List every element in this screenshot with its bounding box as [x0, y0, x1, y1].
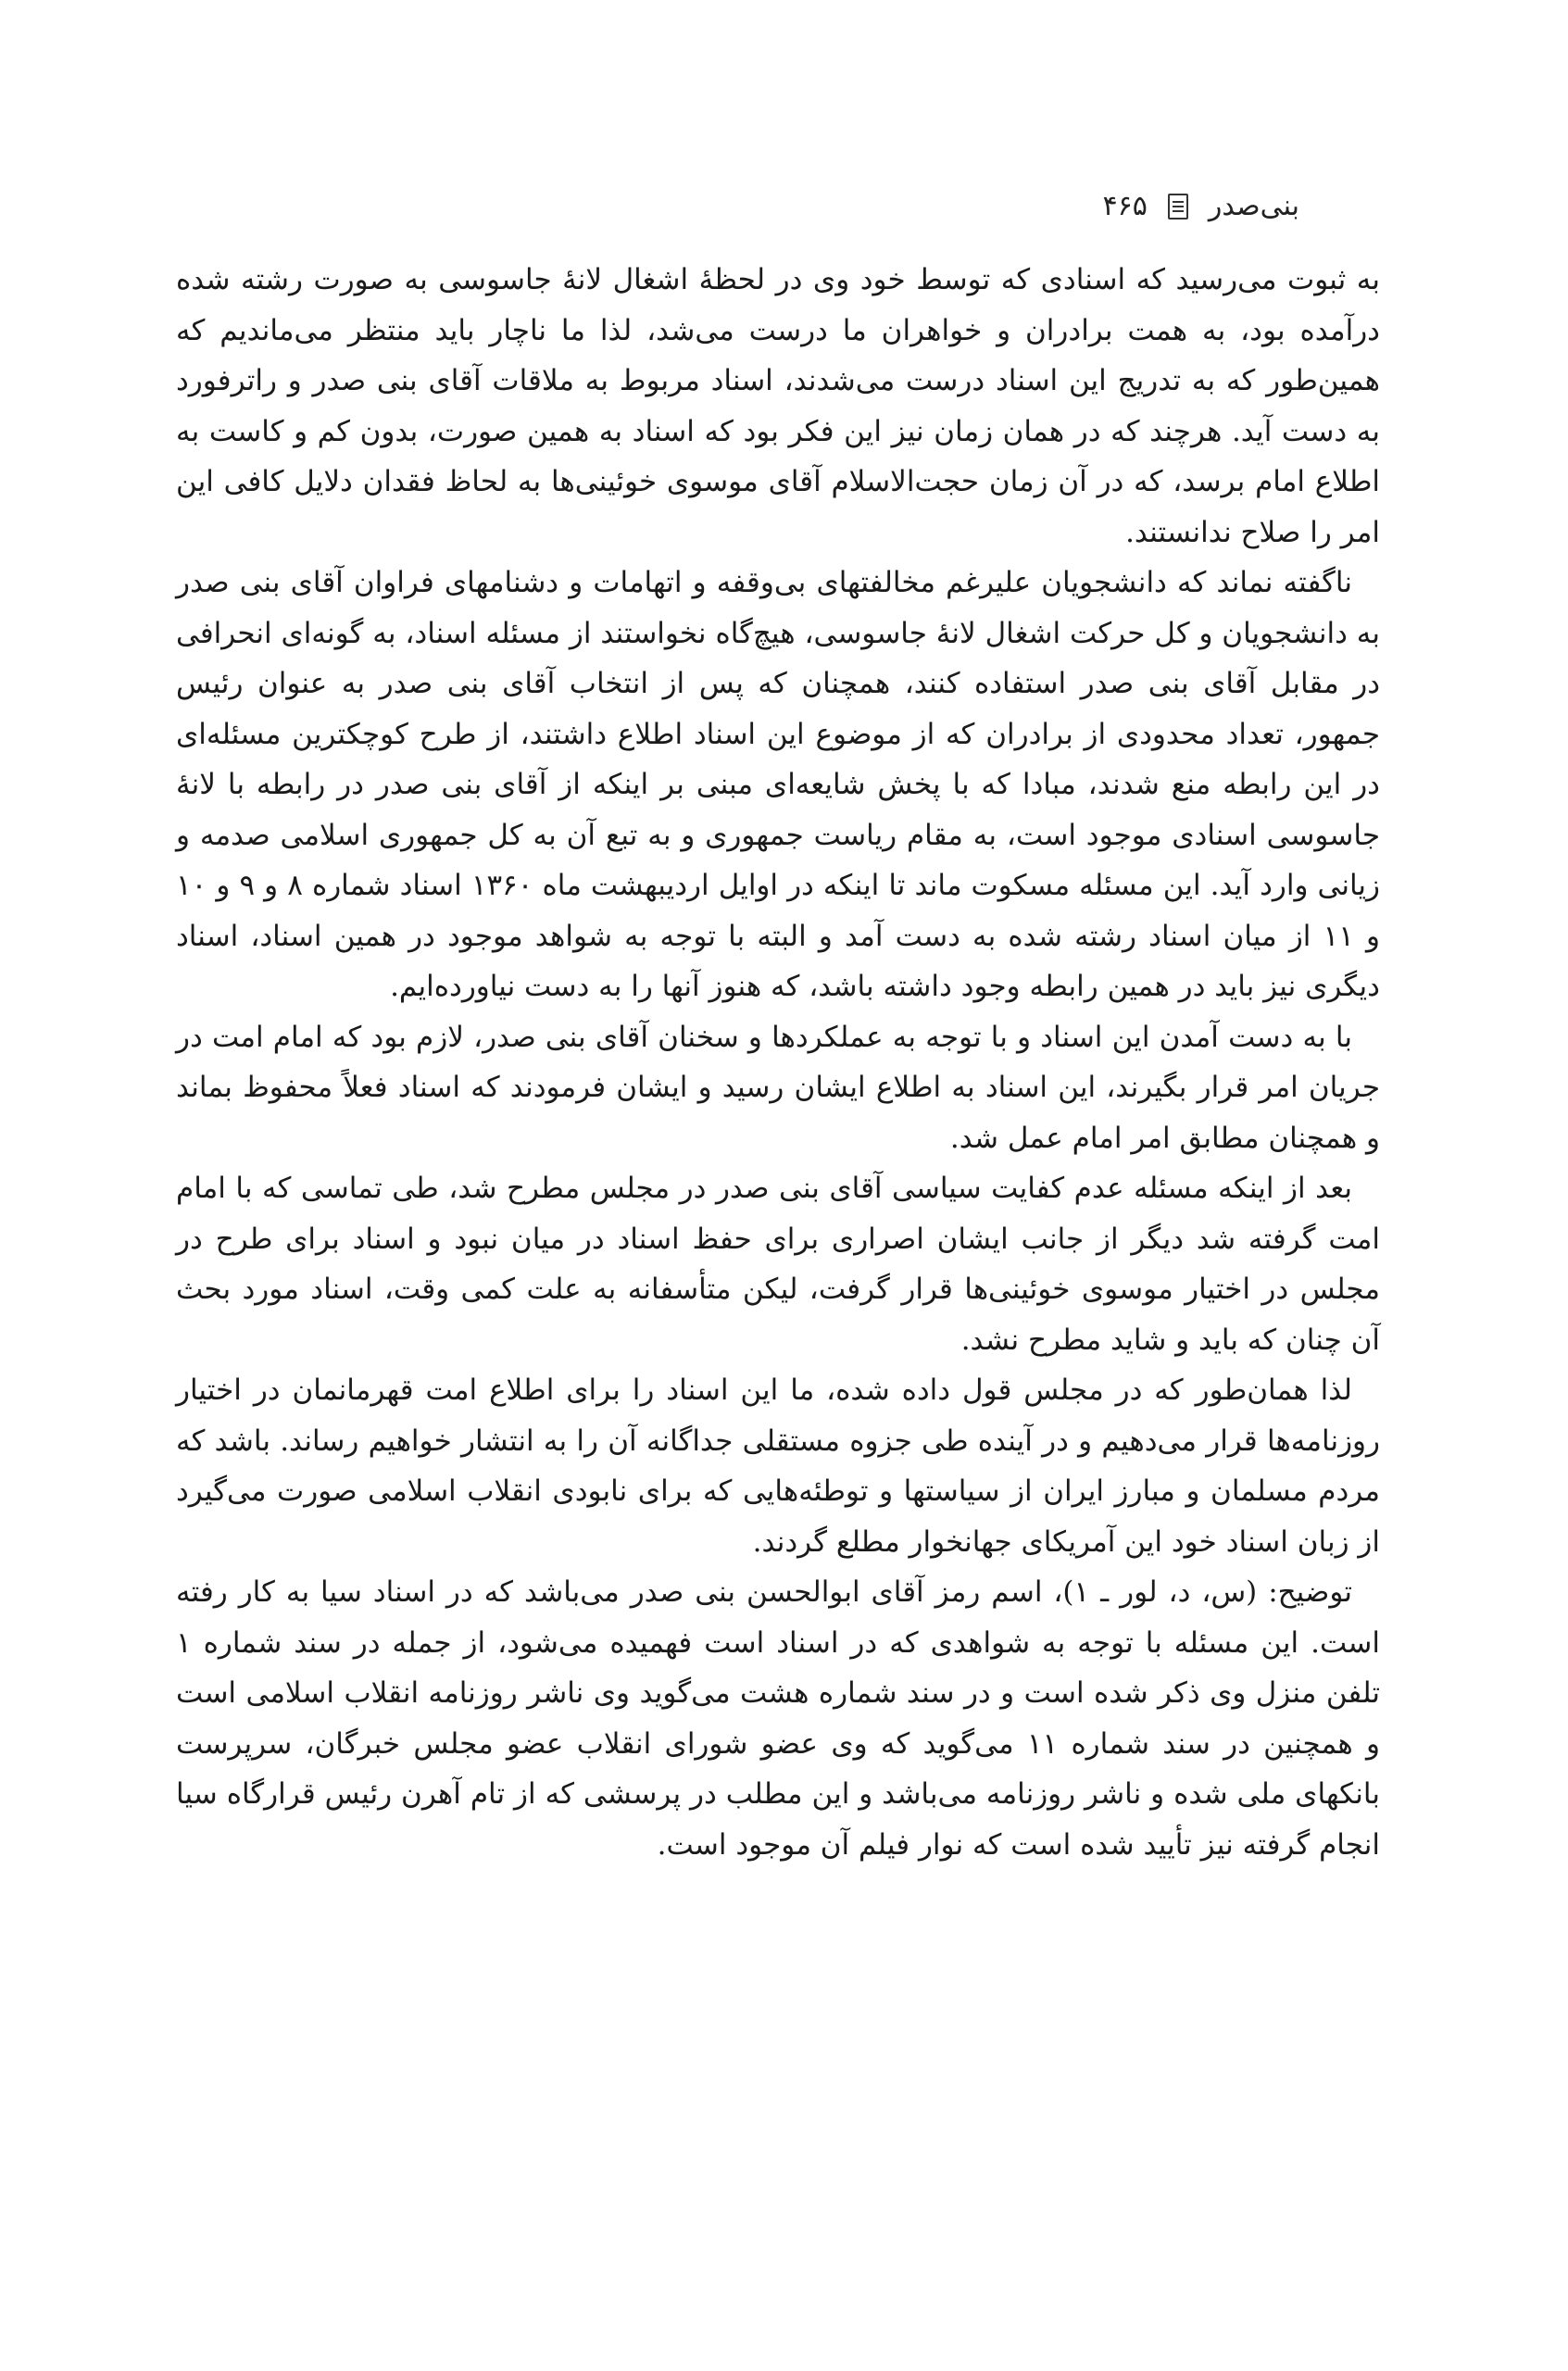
- paragraph-6-note: توضیح: (س، د، لور ـ ۱)، اسم رمز آقای ابوالحسن بنی صدر می‌باشد که در اسناد سیا به کار رفته است. این مسئله با توجه به شواهدی که در اسناد است فهمیده می‌شود، از جمله در سند شماره ۱ تلفن منزل وی ذکر شده است و در سند شماره هشت می‌گوید وی ناشر روزنامه انقلاب اسلامی است و همچنین در سند شماره ۱۱ می‌گوید که وی عضو شورای انقلاب عضو مجلس خبرگان، سرپرست بانکهای ملی شده و ناشر روزنامه می‌باشد و این مطلب در پرسشی که از تام آهرن رئیس قرارگاه سیا انجام گرفته نیز تأیید شده است که نوار فیلم آن موجود است.: [176, 1575, 1380, 1862]
- running-header: [1103, 190, 1299, 222]
- page-number: ۴۶۵: [1102, 190, 1148, 222]
- body-text: [176, 255, 1380, 1870]
- book-icon: [1168, 194, 1188, 220]
- paragraph-2: ناگفته نماند که دانشجویان علیرغم مخالفتهای بی‌وقفه و اتهامات و دشنامهای فراوان آقای بنی صدر به دانشجویان و کل حرکت اشغال لانهٔ جاسوسی، هیچ‌گاه نخواستند از مسئله اسناد، به گونه‌ای انحرافی در مقابل آقای بنی صدر استفاده کنند، همچنان که پس از انتخاب آقای بنی صدر به عنوان رئیس جمهور، تعداد محدودی از برادران که از موضوع این اسناد اطلاع داشتند، از طرح کوچکترین مسئله‌ای در این رابطه منع شدند، مبادا که با پخش شایعه‌ای مبنی بر اینکه از آقای بنی صدر در رابطه با لانهٔ جاسوسی اسنادی موجود است، به مقام ریاست جمهوری و به تبع آن به کل جمهوری اسلامی صدمه و زیانی وارد آید. این مسئله مسکوت ماند تا اینکه در اوایل اردیبهشت ماه ۱۳۶۰ اسناد شماره ۸ و ۹ و ۱۰ و ۱۱ از میان اسناد رشته شده به دست آمد و البته با توجه به شواهد موجود در همین اسناد، اسناد دیگری نیز باید در همین رابطه وجود داشته باشد، که هنوز آنها را به دست نیاورده‌ایم.: [176, 566, 1381, 1003]
- paragraph-1: به ثبوت می‌رسید که اسنادی که توسط خود وی در لحظهٔ اشغال لانهٔ جاسوسی به صورت رشته شده درآمده بود، به همت برادران و خواهران ما درست می‌شد، لذا ما ناچار باید منتظر می‌ماندیم که همین‌طور که به تدریج این اسناد درست می‌شدند، اسناد مربوط به ملاقات آقای بنی صدر و راترفورد به دست آید. هرچند که در همان زمان نیز این فکر بود که اسناد به همین صورت، بدون کم و کاست به اطلاع امام برسد، که در آن زمان حجت‌الاسلام آقای موسوی خوئینی‌ها به لحاظ فقدان دلایل کافی این امر را صلاح ندانستند.: [176, 263, 1380, 549]
- paragraph-3: با به دست آمدن این اسناد و با توجه به عملکردها و سخنان آقای بنی صدر، لازم بود که امام امت در جریان امر قرار بگیرند، این اسناد به اطلاع ایشان رسید و ایشان فرمودند که اسناد فعلاً محفوظ بماند و همچنان مطابق امر امام عمل شد.: [176, 1020, 1380, 1155]
- paragraph-5: لذا همان‌طور که در مجلس قول داده شده، ما این اسناد را برای اطلاع امت قهرمانمان در اختیار روزنامه‌ها قرار می‌دهیم و در آینده طی جزوه مستقلی جداگانه آن را به انتشار خواهیم رساند. باشد که مردم مسلمان و مبارز ایران از سیاستها و توطئه‌هایی که برای نابودی انقلاب اسلامی صورت می‌گیرد از زبان اسناد خود این آمریکای جهانخوار مطلع گردند.: [176, 1374, 1380, 1559]
- paragraph-4: بعد از اینکه مسئله عدم کفایت سیاسی آقای بنی صدر در مجلس مطرح شد، طی تماسی که با امام امت گرفته شد دیگر از جانب ایشان اصراری برای حفظ اسناد در میان نبود و اسناد برای طرح در مجلس در اختیار موسوی خوئینی‌ها قرار گرفت، لیکن متأسفانه به علت کمی وقت، اسناد مورد بحث آن چنان که باید و شاید مطرح نشد.: [176, 1172, 1380, 1357]
- running-title: بنی‌صدر: [1208, 190, 1299, 222]
